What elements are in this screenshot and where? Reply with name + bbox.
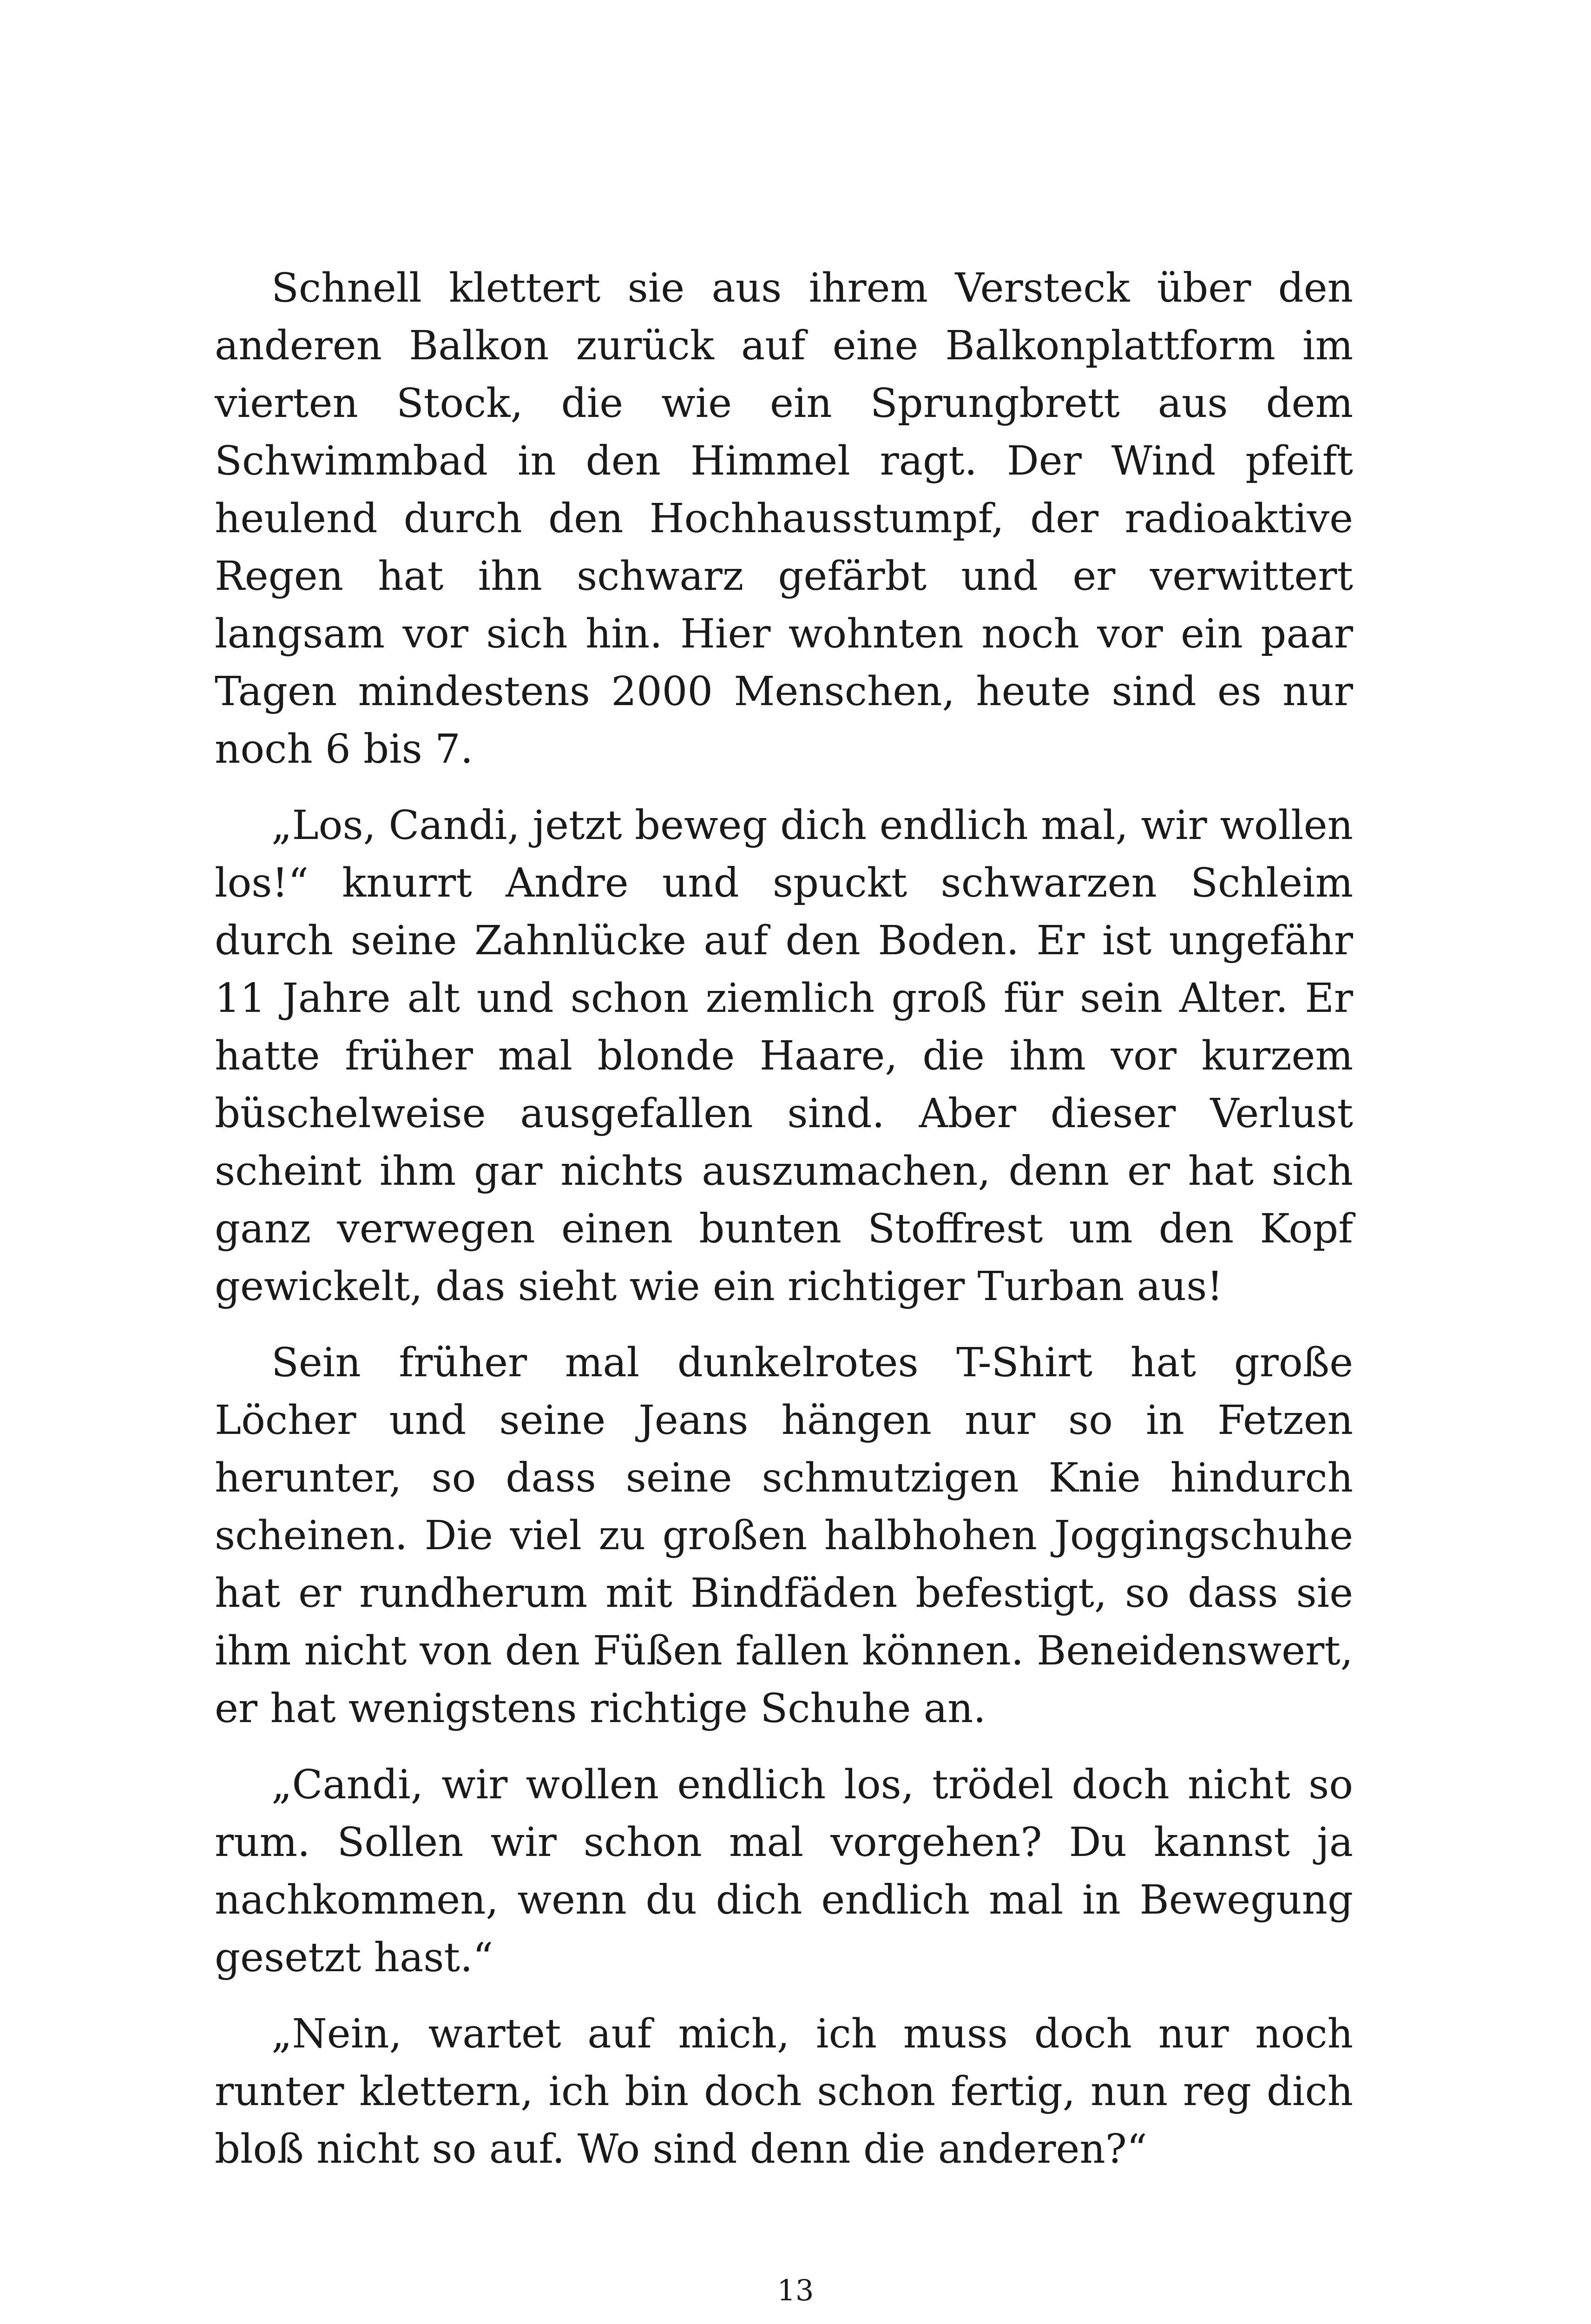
body-text: [215, 259, 1353, 2197]
page-number: 13: [777, 2273, 814, 2307]
paragraph: Sein früher mal dunkelrotes T-Shirt hat große Löcher und seine Jeans hängen nur so in Fetzen herunter, so dass seine schmutzigen Knie hindurch scheinen. Die viel zu großen halbhohen Joggingschuhe hat er rundherum mit Bindfäden befestigt, so dass sie ihm nicht von den Füßen fallen können. Beneidenswert, er hat wenigstens richtige Schuhe an.: [215, 1340, 1353, 1732]
paragraph: „Candi, wir wollen endlich los, trödel doch nicht so rum. Sollen wir schon mal vorgehen? Du kannst ja nachkommen, wenn du dich endlich mal in Bewegung gesetzt hast.“: [215, 1762, 1353, 1981]
paragraph: Schnell klettert sie aus ihrem Versteck über den anderen Balkon zurück auf eine Balkonplattform im vierten Stock, die wie ein Sprungbrett aus dem Schwimmbad in den Himmel ragt. Der Wind pfeift heulend durch den Hochhausstumpf, der radioaktive Regen hat ihn schwarz gefärbt und er verwittert langsam vor sich hin. Hier wohnten noch vor ein paar Tagen mindestens 2000 Menschen, heute sind es nur noch 6 bis 7.: [215, 265, 1353, 772]
paragraph: „Los, Candi, jetzt beweg dich endlich mal, wir wollen los!“ knurrt Andre und spuckt schwarzen Schleim durch seine Zahnlücke auf den Boden. Er ist ungefähr 11 Jahre alt und schon ziemlich groß für sein Alter. Er hatte früher mal blonde Haare, die ihm vor kurzem büschelweise ausgefallen sind. Aber dieser Verlust scheint ihm gar nichts auszumachen, denn er hat sich ganz verwegen einen bunten Stoffrest um den Kopf gewickelt, das sieht wie ein richtiger Turban aus!: [215, 802, 1353, 1310]
paragraph: „Nein, wartet auf mich, ich muss doch nur noch runter klettern, ich bin doch schon fertig, nun reg dich bloß nicht so auf. Wo sind denn die anderen?“: [215, 2011, 1353, 2172]
